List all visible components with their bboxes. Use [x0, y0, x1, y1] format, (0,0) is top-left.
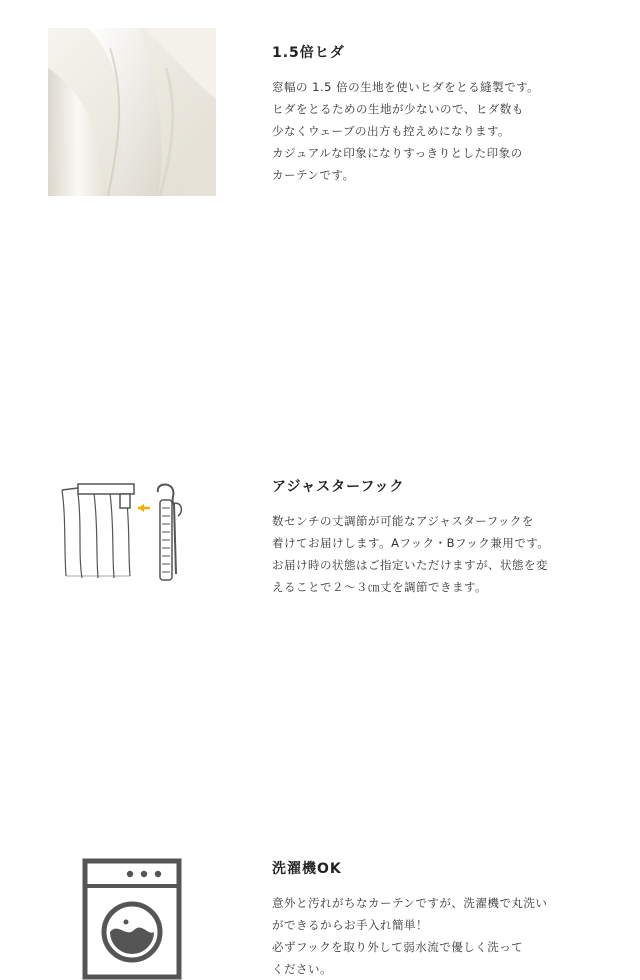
feature-line: カーテンです。 [272, 168, 355, 182]
feature-title: 1.5倍ヒダ [272, 45, 345, 61]
fabric-photo [48, 28, 216, 196]
feature-text-washable [272, 860, 622, 980]
feature-line: 意外と汚れがちなカーテンですが、洗濯機で丸洗い [272, 896, 548, 910]
feature-line: 必ずフックを取り外して弱水流で優しく洗って [272, 940, 524, 954]
feature-section-pleat [0, 0, 640, 220]
feature-title: アジャスターフック [272, 479, 405, 495]
feature-line: ください。 [272, 962, 332, 976]
feature-line: カジュアルな印象になりすっきりとした印象の [272, 146, 523, 160]
feature-text-pleat [272, 44, 622, 186]
feature-line: ヒダをとるための生地が少ないので、ヒダ数も [272, 102, 524, 116]
feature-line: お届け時の状態はご指定いただけますが、状態を変 [272, 558, 548, 572]
feature-section-hook [0, 220, 640, 594]
feature-line: 数センチの丈調節が可能なアジャスターフックを [272, 514, 534, 528]
feature-line: 着けてお届けします。Aフック・Bフック兼用です。 [272, 536, 550, 550]
feature-line: えることで２～３㎝丈を調節できます。 [272, 580, 488, 594]
feature-section-washable [0, 420, 640, 976]
washing-machine-icon [82, 858, 182, 980]
feature-line: 少なくウェーブの出方も控えめになります。 [272, 124, 511, 138]
feature-line: 窓幅の 1.5 倍の生地を使いヒダをとる縫製です。 [272, 80, 540, 94]
feature-line: ができるからお手入れ簡単！ [272, 918, 428, 932]
feature-title: 洗濯機OK [272, 861, 342, 877]
